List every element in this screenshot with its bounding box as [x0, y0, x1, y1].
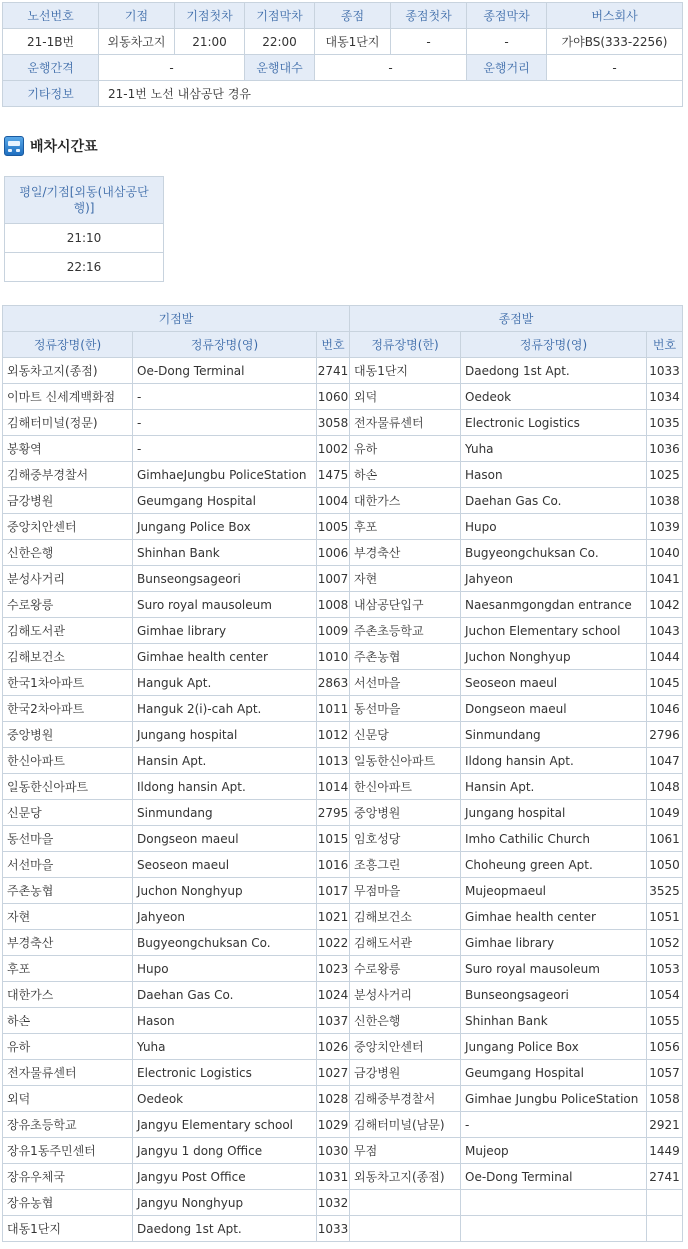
stop-name-en: - — [133, 384, 317, 410]
stops-body — [3, 358, 683, 1242]
stop-number: 1009 — [317, 618, 350, 644]
stop-name-ko: 중앙병원 — [350, 800, 461, 826]
stop-number: 1035 — [647, 410, 683, 436]
terminus-first-bus: - — [391, 29, 467, 55]
route-info-header: 종점첫차 — [391, 3, 467, 29]
schedule-header: 평일/기점[외동(내삼공단행)] — [5, 177, 164, 224]
table-row — [3, 1034, 683, 1060]
stop-number: 1033 — [317, 1216, 350, 1242]
stop-number: 1030 — [317, 1138, 350, 1164]
stop-number: 1048 — [647, 774, 683, 800]
stop-name-ko — [350, 1216, 461, 1242]
stop-number: 1021 — [317, 904, 350, 930]
stop-name-en: Jungang hospital — [461, 800, 647, 826]
stop-name-ko: 김해터미널(정문) — [3, 410, 133, 436]
departure-time: 22:16 — [5, 253, 164, 282]
stop-name-ko: 내삼공단입구 — [350, 592, 461, 618]
stops-table — [2, 305, 683, 1242]
stop-name-en: Suro royal mausoleum — [461, 956, 647, 982]
stop-name-en: Imho Cathilic Church — [461, 826, 647, 852]
stop-name-ko: 김해보건소 — [3, 644, 133, 670]
stop-name-en: Dongseon maeul — [133, 826, 317, 852]
stop-name-en: Daehan Gas Co. — [133, 982, 317, 1008]
stop-number: 1044 — [647, 644, 683, 670]
stop-name-en: Jangyu Post Office — [133, 1164, 317, 1190]
stop-name-ko: 대한가스 — [3, 982, 133, 1008]
table-row — [3, 540, 683, 566]
table-row — [3, 1086, 683, 1112]
stop-number: 1043 — [647, 618, 683, 644]
stop-name-en: Oe-Dong Terminal — [133, 358, 317, 384]
stop-name-ko: 금강병원 — [350, 1060, 461, 1086]
stop-number: 1005 — [317, 514, 350, 540]
stop-number: 1008 — [317, 592, 350, 618]
stop-number: 1058 — [647, 1086, 683, 1112]
bus-icon — [4, 136, 24, 156]
etc-value: 21-1번 노선 내삼공단 경유 — [99, 81, 683, 107]
stop-name-ko: 신문당 — [350, 722, 461, 748]
bus-count-value: - — [315, 55, 467, 81]
stop-name-ko: 하손 — [3, 1008, 133, 1034]
stop-name-en: Bugyeongchuksan Co. — [461, 540, 647, 566]
stop-name-en: Choheung green Apt. — [461, 852, 647, 878]
stop-number: 1025 — [647, 462, 683, 488]
stop-name-ko: 장유초등학교 — [3, 1112, 133, 1138]
bus-company: 가야BS(333-2256) — [547, 29, 683, 55]
stop-number: 1013 — [317, 748, 350, 774]
table-row — [3, 1164, 683, 1190]
stop-number: 1027 — [317, 1060, 350, 1086]
stop-number: 1040 — [647, 540, 683, 566]
col-stop-number: 번호 — [647, 332, 683, 358]
stop-name-ko: 일동한신아파트 — [350, 748, 461, 774]
schedule-table — [4, 176, 164, 282]
stop-name-ko: 김해보건소 — [350, 904, 461, 930]
stop-name-en: Gimhae health center — [461, 904, 647, 930]
origin-last-bus: 22:00 — [245, 29, 315, 55]
interval-label: 운행간격 — [3, 55, 99, 81]
stop-name-en: Hanguk 2(i)-cah Apt. — [133, 696, 317, 722]
stop-name-ko: 후포 — [350, 514, 461, 540]
table-row — [3, 1216, 683, 1242]
stop-name-en: Shinhan Bank — [461, 1008, 647, 1034]
stop-number: 2796 — [647, 722, 683, 748]
stop-name-en: Jahyeon — [133, 904, 317, 930]
stop-name-en: Hason — [461, 462, 647, 488]
stop-name-ko: 봉황역 — [3, 436, 133, 462]
col-stop-number: 번호 — [317, 332, 350, 358]
stop-name-ko: 장유농협 — [3, 1190, 133, 1216]
stop-number: 1007 — [317, 566, 350, 592]
stop-name-en: Sinmundang — [461, 722, 647, 748]
stop-name-ko: 외덕 — [3, 1086, 133, 1112]
table-row — [3, 982, 683, 1008]
stop-number: 1045 — [647, 670, 683, 696]
stop-name-en: Oedeok — [461, 384, 647, 410]
stop-name-en: Ildong hansin Apt. — [133, 774, 317, 800]
route-info-table — [2, 2, 683, 107]
table-row — [3, 644, 683, 670]
stop-name-en: Jungang hospital — [133, 722, 317, 748]
stop-name-en: - — [461, 1112, 647, 1138]
table-row — [3, 618, 683, 644]
stop-name-ko: 신한은행 — [3, 540, 133, 566]
stop-number: 1012 — [317, 722, 350, 748]
stop-name-ko: 수로왕릉 — [350, 956, 461, 982]
route-info-header-row — [3, 3, 683, 29]
stop-number: 1017 — [317, 878, 350, 904]
stop-number: 1049 — [647, 800, 683, 826]
from-origin-header: 기점발 — [3, 306, 350, 332]
stop-name-ko: 서선마을 — [3, 852, 133, 878]
stops-column-row — [3, 332, 683, 358]
stop-name-ko: 주촌농협 — [350, 644, 461, 670]
stop-name-en: Juchon Nonghyup — [133, 878, 317, 904]
stop-number: 1039 — [647, 514, 683, 540]
stop-name-en: Dongseon maeul — [461, 696, 647, 722]
table-row — [3, 566, 683, 592]
stop-name-ko: 대동1단지 — [350, 358, 461, 384]
stop-name-ko: 부경축산 — [350, 540, 461, 566]
stop-name-en: Yuha — [461, 436, 647, 462]
route-info-operation-row — [3, 55, 683, 81]
stop-number: 2921 — [647, 1112, 683, 1138]
stop-name-ko: 한국1차아파트 — [3, 670, 133, 696]
stop-name-ko: 김해터미널(남문) — [350, 1112, 461, 1138]
stops-group-row — [3, 306, 683, 332]
stop-number: 1054 — [647, 982, 683, 1008]
stop-name-en: - — [133, 436, 317, 462]
stop-name-ko: 일동한신아파트 — [3, 774, 133, 800]
stop-name-en: Bunseongsageori — [461, 982, 647, 1008]
stop-number: 2741 — [647, 1164, 683, 1190]
stop-name-en: Seoseon maeul — [133, 852, 317, 878]
schedule-title: 배차시간표 — [30, 139, 98, 155]
stop-number: 1053 — [647, 956, 683, 982]
stop-name-en: Juchon Elementary school — [461, 618, 647, 644]
stop-name-en: Hansin Apt. — [133, 748, 317, 774]
stop-number: 1047 — [647, 748, 683, 774]
stop-name-ko: 금강병원 — [3, 488, 133, 514]
stop-name-en: Mujeopmaeul — [461, 878, 647, 904]
stop-name-ko: 분성사거리 — [3, 566, 133, 592]
table-row — [3, 592, 683, 618]
stop-name-ko: 대동1단지 — [3, 1216, 133, 1242]
stop-name-en: Jahyeon — [461, 566, 647, 592]
table-row — [3, 410, 683, 436]
route-info-value-row — [3, 29, 683, 55]
table-row — [3, 514, 683, 540]
stop-number: 1002 — [317, 436, 350, 462]
stop-name-en: Geumgang Hospital — [461, 1060, 647, 1086]
stop-name-en: Sinmundang — [133, 800, 317, 826]
from-terminus-header: 종점발 — [350, 306, 683, 332]
stop-number: 1057 — [647, 1060, 683, 1086]
col-stop-name-en: 정류장명(영) — [461, 332, 647, 358]
stop-name-ko: 수로왕릉 — [3, 592, 133, 618]
stop-number: 1475 — [317, 462, 350, 488]
stop-name-en: Hason — [133, 1008, 317, 1034]
stop-name-ko: 유하 — [350, 436, 461, 462]
stop-name-en: Daehan Gas Co. — [461, 488, 647, 514]
stop-name-ko: 김해중부경찰서 — [3, 462, 133, 488]
table-row — [3, 384, 683, 410]
stop-number — [647, 1216, 683, 1242]
stop-number: 1031 — [317, 1164, 350, 1190]
stop-name-en — [461, 1216, 647, 1242]
stop-name-ko: 신문당 — [3, 800, 133, 826]
table-row — [3, 358, 683, 384]
stop-name-ko: 주촌초등학교 — [350, 618, 461, 644]
stop-name-ko: 무점마을 — [350, 878, 461, 904]
stop-name-en: Gimhae library — [133, 618, 317, 644]
stop-number: 3525 — [647, 878, 683, 904]
stop-name-en: Hanguk Apt. — [133, 670, 317, 696]
stop-name-ko: 후포 — [3, 956, 133, 982]
stop-number: 1014 — [317, 774, 350, 800]
stop-number: 1041 — [647, 566, 683, 592]
stop-name-en: Jungang Police Box — [461, 1034, 647, 1060]
route-info-header: 기점첫차 — [175, 3, 245, 29]
stop-number: 1026 — [317, 1034, 350, 1060]
stop-number: 2795 — [317, 800, 350, 826]
stop-number: 1004 — [317, 488, 350, 514]
stop-number: 3058 — [317, 410, 350, 436]
terminus-last-bus: - — [467, 29, 547, 55]
stop-name-ko: 김해도서관 — [350, 930, 461, 956]
stop-name-ko: 동선마을 — [350, 696, 461, 722]
stop-name-en: Hupo — [133, 956, 317, 982]
stop-name-en: Gimhae Jungbu PoliceStation — [461, 1086, 647, 1112]
table-row — [3, 904, 683, 930]
stop-name-en: Seoseon maeul — [461, 670, 647, 696]
col-stop-name-ko: 정류장명(한) — [350, 332, 461, 358]
stop-number: 1033 — [647, 358, 683, 384]
stop-name-ko: 김해중부경찰서 — [350, 1086, 461, 1112]
stop-number: 1050 — [647, 852, 683, 878]
stop-name-en: - — [133, 410, 317, 436]
route-info-header: 버스회사 — [547, 3, 683, 29]
table-row — [3, 748, 683, 774]
stop-name-en: Jangyu 1 dong Office — [133, 1138, 317, 1164]
stop-number: 2863 — [317, 670, 350, 696]
origin-stop: 외동차고지 — [99, 29, 175, 55]
table-row — [3, 800, 683, 826]
stop-name-en: Daedong 1st Apt. — [133, 1216, 317, 1242]
stop-name-en: Oe-Dong Terminal — [461, 1164, 647, 1190]
stop-number: 1023 — [317, 956, 350, 982]
stop-name-ko: 하손 — [350, 462, 461, 488]
stop-number: 1051 — [647, 904, 683, 930]
stop-name-ko: 한신아파트 — [350, 774, 461, 800]
stop-name-ko: 한신아파트 — [3, 748, 133, 774]
table-row — [3, 1060, 683, 1086]
table-row — [3, 774, 683, 800]
stop-number: 1029 — [317, 1112, 350, 1138]
stop-number: 1034 — [647, 384, 683, 410]
stop-name-ko: 임호성당 — [350, 826, 461, 852]
stop-name-ko: 동선마을 — [3, 826, 133, 852]
route-number: 21-1B번 — [3, 29, 99, 55]
col-stop-name-ko: 정류장명(한) — [3, 332, 133, 358]
stop-name-en: Juchon Nonghyup — [461, 644, 647, 670]
stop-name-en: Mujeop — [461, 1138, 647, 1164]
stop-number: 1028 — [317, 1086, 350, 1112]
stop-number: 1046 — [647, 696, 683, 722]
stop-number: 1016 — [317, 852, 350, 878]
stop-name-ko: 대한가스 — [350, 488, 461, 514]
stop-name-ko: 외덕 — [350, 384, 461, 410]
stop-name-ko: 김해도서관 — [3, 618, 133, 644]
bus-count-label: 운행대수 — [245, 55, 315, 81]
stop-name-ko: 신한은행 — [350, 1008, 461, 1034]
stop-name-ko: 자현 — [350, 566, 461, 592]
distance-value: - — [547, 55, 683, 81]
table-row — [3, 1190, 683, 1216]
origin-first-bus: 21:00 — [175, 29, 245, 55]
stop-number: 1061 — [647, 826, 683, 852]
stop-name-en: Gimhae library — [461, 930, 647, 956]
table-row — [3, 488, 683, 514]
stop-name-en: Jungang Police Box — [133, 514, 317, 540]
stop-name-ko: 전자물류센터 — [3, 1060, 133, 1086]
stop-name-ko: 장유1동주민센터 — [3, 1138, 133, 1164]
departure-time: 21:10 — [5, 224, 164, 253]
stop-name-ko: 외동차고지(종점) — [350, 1164, 461, 1190]
stop-name-en: Yuha — [133, 1034, 317, 1060]
route-info-etc-row — [3, 81, 683, 107]
stop-name-ko: 장유우체국 — [3, 1164, 133, 1190]
stop-name-en: Suro royal mausoleum — [133, 592, 317, 618]
stop-number: 1024 — [317, 982, 350, 1008]
route-info-header: 노선번호 — [3, 3, 99, 29]
stop-name-ko: 조흥그린 — [350, 852, 461, 878]
stop-number: 1037 — [317, 1008, 350, 1034]
table-row — [3, 852, 683, 878]
stop-name-en: Geumgang Hospital — [133, 488, 317, 514]
table-row — [3, 722, 683, 748]
table-row — [3, 956, 683, 982]
stop-name-en: Electronic Logistics — [133, 1060, 317, 1086]
stop-number: 1052 — [647, 930, 683, 956]
stop-number: 1060 — [317, 384, 350, 410]
stop-name-ko: 중앙병원 — [3, 722, 133, 748]
table-row — [3, 878, 683, 904]
stop-name-ko — [350, 1190, 461, 1216]
stop-number: 1038 — [647, 488, 683, 514]
stop-name-en: Bunseongsageori — [133, 566, 317, 592]
stop-name-ko: 이마트 신세계백화점 — [3, 384, 133, 410]
table-row — [3, 930, 683, 956]
stop-number: 1042 — [647, 592, 683, 618]
table-row — [3, 826, 683, 852]
stop-name-ko: 전자물류센터 — [350, 410, 461, 436]
stop-number: 1015 — [317, 826, 350, 852]
stop-name-ko: 중앙치안센터 — [350, 1034, 461, 1060]
stop-name-ko: 무점 — [350, 1138, 461, 1164]
stop-name-en: Gimhae health center — [133, 644, 317, 670]
stop-name-en: Ildong hansin Apt. — [461, 748, 647, 774]
stop-name-en: Hupo — [461, 514, 647, 540]
terminus-stop: 대동1단지 — [315, 29, 391, 55]
stop-name-en: Shinhan Bank — [133, 540, 317, 566]
interval-value: - — [99, 55, 245, 81]
stop-name-en: Jangyu Nonghyup — [133, 1190, 317, 1216]
stop-name-ko: 주촌농협 — [3, 878, 133, 904]
stop-name-en: Daedong 1st Apt. — [461, 358, 647, 384]
stop-name-en: Jangyu Elementary school — [133, 1112, 317, 1138]
stop-name-ko: 외동차고지(종점) — [3, 358, 133, 384]
stop-number: 1006 — [317, 540, 350, 566]
stop-number: 1036 — [647, 436, 683, 462]
route-info-header: 기점막차 — [245, 3, 315, 29]
route-info-header: 기점 — [99, 3, 175, 29]
stop-number: 1010 — [317, 644, 350, 670]
table-row — [3, 1112, 683, 1138]
stop-name-en: Naesanmgongdan entrance — [461, 592, 647, 618]
route-info-header: 종점막차 — [467, 3, 547, 29]
table-row — [3, 1138, 683, 1164]
stop-name-en: Hansin Apt. — [461, 774, 647, 800]
stop-name-ko: 부경축산 — [3, 930, 133, 956]
route-info-header: 종점 — [315, 3, 391, 29]
stop-name-ko: 서선마을 — [350, 670, 461, 696]
stop-name-en: GimhaeJungbu PoliceStation — [133, 462, 317, 488]
stop-number: 1056 — [647, 1034, 683, 1060]
stop-number: 1055 — [647, 1008, 683, 1034]
distance-label: 운행거리 — [467, 55, 547, 81]
stop-name-ko: 한국2차아파트 — [3, 696, 133, 722]
stop-name-en: Oedeok — [133, 1086, 317, 1112]
stop-name-en: Electronic Logistics — [461, 410, 647, 436]
etc-label: 기타정보 — [3, 81, 99, 107]
table-row — [3, 1008, 683, 1034]
table-row — [3, 462, 683, 488]
stop-name-en: Bugyeongchuksan Co. — [133, 930, 317, 956]
schedule-section-title — [4, 134, 98, 158]
stop-name-ko: 중앙치안센터 — [3, 514, 133, 540]
table-row — [3, 670, 683, 696]
stop-name-en — [461, 1190, 647, 1216]
stop-number: 1011 — [317, 696, 350, 722]
stop-number — [647, 1190, 683, 1216]
stop-number: 2741 — [317, 358, 350, 384]
stop-name-ko: 유하 — [3, 1034, 133, 1060]
stop-name-ko: 자현 — [3, 904, 133, 930]
stop-name-ko: 분성사거리 — [350, 982, 461, 1008]
stop-number: 1022 — [317, 930, 350, 956]
stop-number: 1032 — [317, 1190, 350, 1216]
stop-number: 1449 — [647, 1138, 683, 1164]
table-row — [3, 436, 683, 462]
col-stop-name-en: 정류장명(영) — [133, 332, 317, 358]
table-row — [3, 696, 683, 722]
